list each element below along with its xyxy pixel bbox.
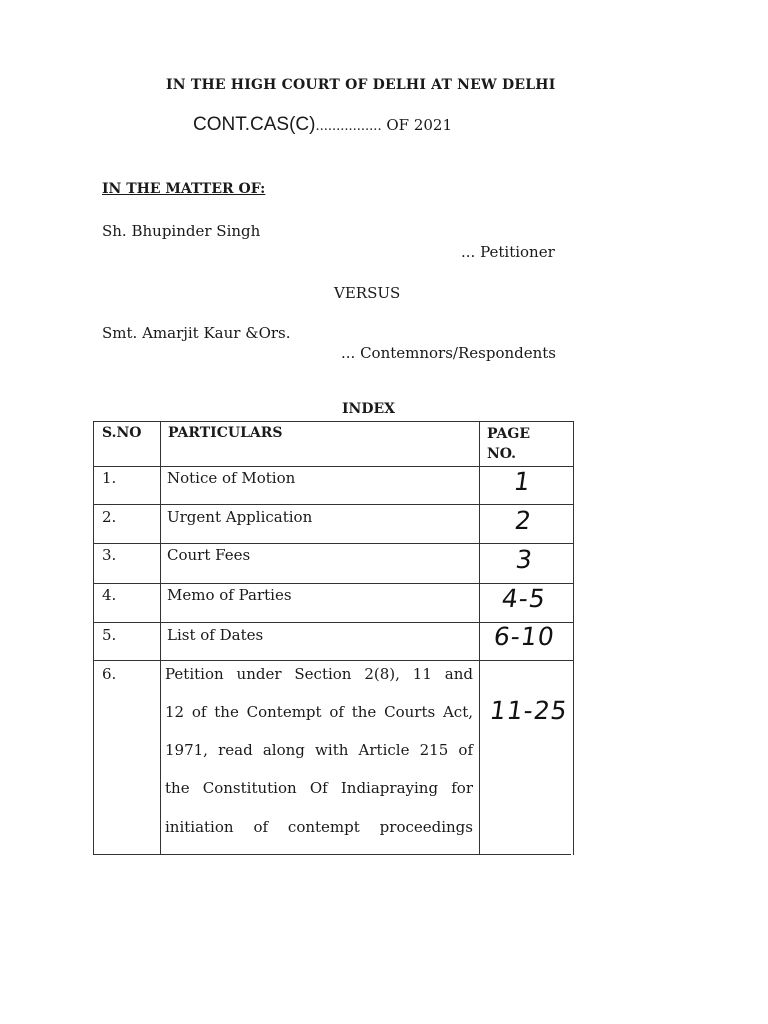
table-row-particulars: Notice of Motion [167, 469, 296, 487]
handwritten-page-number: 4-5 [499, 584, 548, 613]
table-border-bottom [93, 854, 571, 855]
table-row-sno: 5. [102, 626, 117, 644]
table-column-divider [160, 421, 161, 855]
column-header-particulars: PARTICULARS [168, 425, 283, 441]
case-prefix: CONT.CAS(C) [193, 114, 316, 135]
handwritten-page-number: 6-10 [491, 622, 557, 651]
column-header-page-line2: NO. [487, 446, 517, 462]
case-number-blank: ................ [315, 119, 382, 134]
case-number-line [193, 114, 452, 136]
table-row-sno: 4. [102, 586, 117, 604]
table-row-particulars: Court Fees [167, 546, 251, 564]
table-border-right [573, 421, 574, 855]
respondent-role: ... Contemnors/Respondents [341, 344, 557, 362]
table-row-particulars-line: initiation of contempt proceedings [165, 818, 473, 836]
handwritten-page-number: 3 [513, 545, 535, 574]
table-row-particulars: Memo of Parties [167, 586, 292, 604]
table-row-particulars: Urgent Application [167, 508, 313, 526]
table-row-sno: 3. [102, 546, 117, 564]
respondent-name: Smt. Amarjit Kaur &Ors. [102, 324, 291, 342]
column-header-sno: S.NO [102, 425, 142, 441]
index-heading: INDEX [342, 401, 396, 417]
table-row-sno: 6. [102, 665, 117, 683]
court-title: IN THE HIGH COURT OF DELHI AT NEW DELHI [166, 77, 556, 93]
table-row-sno: 2. [102, 508, 117, 526]
table-row-particulars-line: 12 of the Contempt of the Courts Act, [165, 703, 473, 721]
table-row-divider [93, 583, 574, 584]
table-row-sno: 1. [102, 469, 117, 487]
table-row-divider [93, 660, 574, 661]
table-border-top [93, 421, 574, 422]
petitioner-name: Sh. Bhupinder Singh [102, 222, 261, 240]
table-row-particulars-line: the Constitution Of Indiapraying for [165, 779, 473, 797]
table-column-divider [479, 421, 480, 855]
case-year: OF 2021 [381, 116, 452, 134]
handwritten-page-number: 11-25 [487, 696, 570, 725]
table-row-particulars-line: 1971, read along with Article 215 of [165, 741, 473, 759]
column-header-page-line1: PAGE [487, 426, 530, 442]
table-row-divider [93, 504, 574, 505]
petitioner-role: ... Petitioner [461, 243, 555, 261]
table-row-divider [93, 466, 574, 467]
table-border-left [93, 421, 94, 855]
matter-heading: IN THE MATTER OF: [102, 181, 266, 197]
table-row-divider [93, 543, 574, 544]
table-row-particulars-line: Petition under Section 2(8), 11 and [165, 665, 473, 683]
table-row-particulars: List of Dates [167, 626, 264, 644]
handwritten-page-number: 2 [512, 506, 534, 535]
handwritten-page-number: 1 [511, 467, 533, 496]
versus-label: VERSUS [334, 284, 401, 302]
